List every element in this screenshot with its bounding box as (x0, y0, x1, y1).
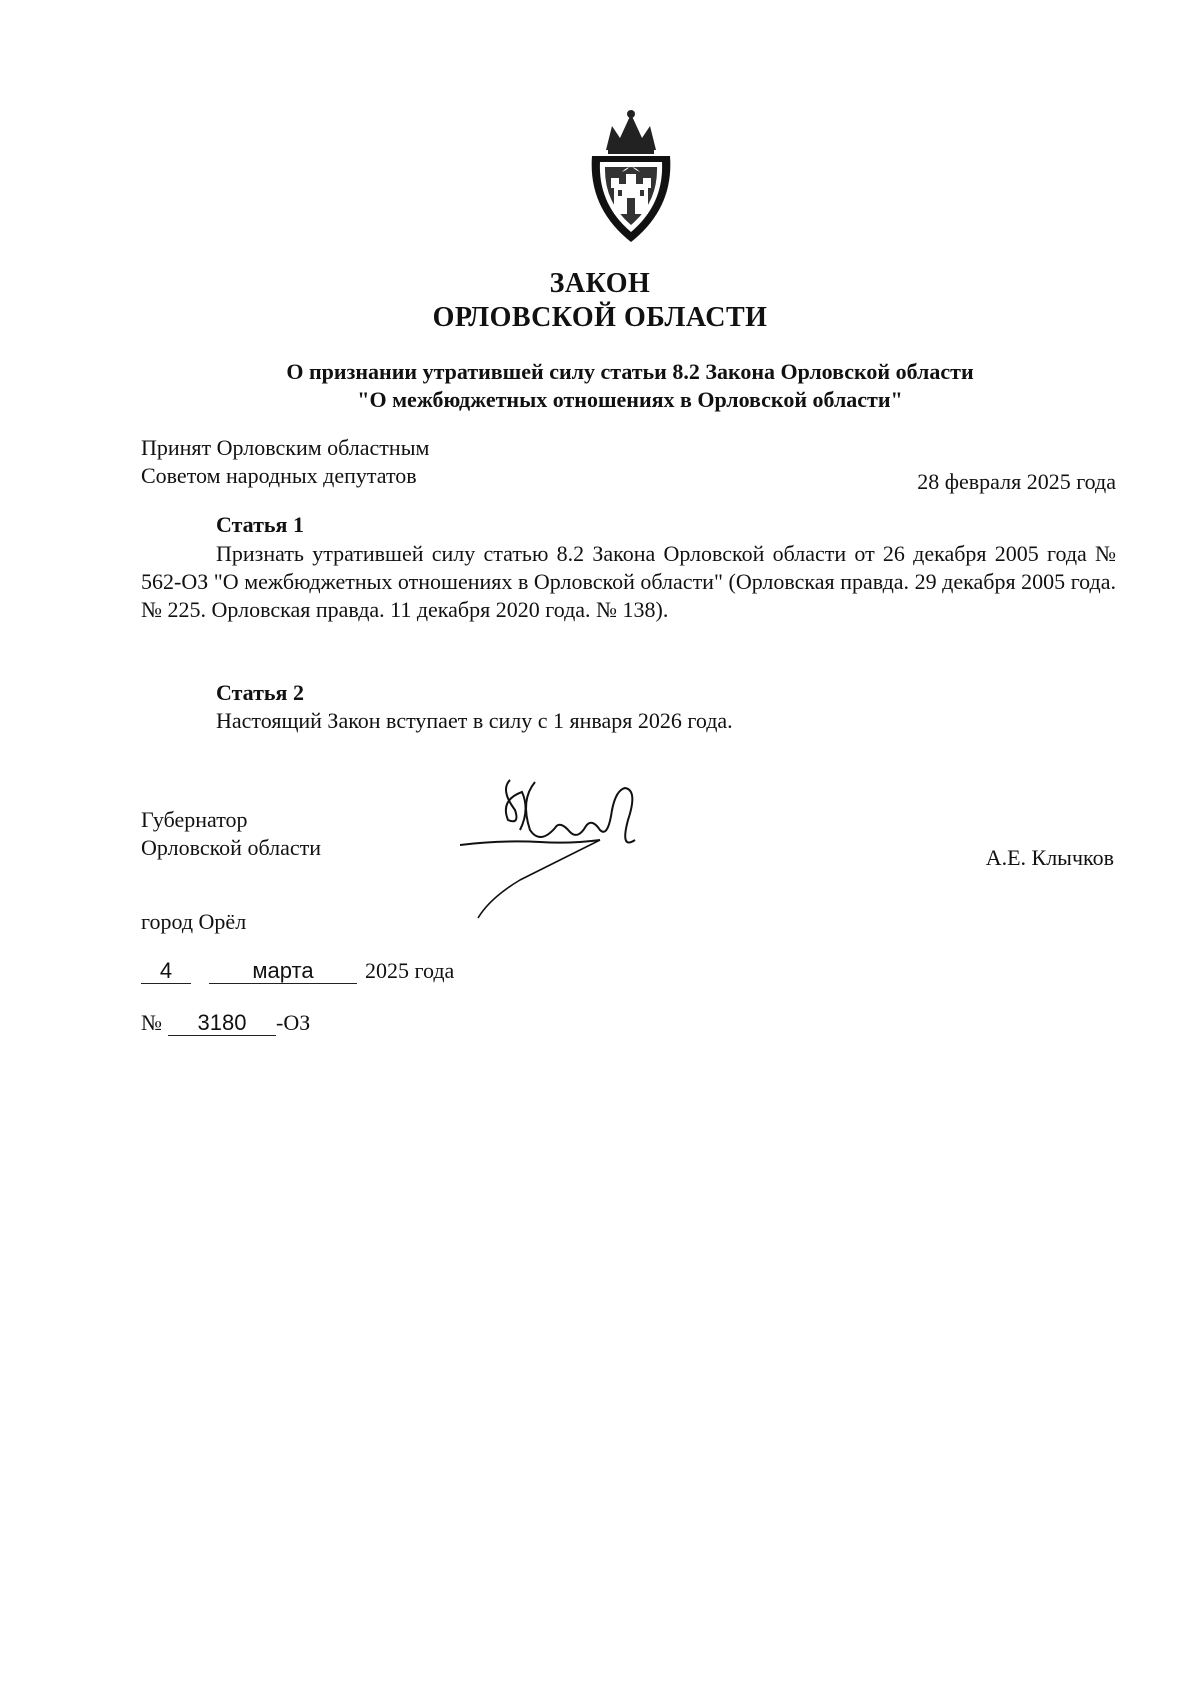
law-subtitle-line2: "О межбюджетных отношениях в Орловской области" (357, 387, 903, 412)
signed-year: 2025 года (365, 958, 455, 983)
governor-name: А.Е. Клычков (985, 845, 1114, 870)
signing-city: город Орёл (141, 909, 247, 934)
law-subtitle-line1: О признании утратившей силу статьи 8.2 Закона Орловской области (286, 359, 974, 384)
signed-month: марта (209, 959, 357, 984)
governor-title-line2: Орловской области (141, 835, 321, 860)
article2-text: Настоящий Закон вступает в силу с 1 января 2026 года. (216, 708, 733, 733)
signing-date-line (141, 958, 454, 988)
article2-title: Статья 2 (216, 680, 304, 705)
adopted-date: 28 февраля 2025 года (917, 469, 1116, 494)
law-number: 3180 (168, 1011, 276, 1036)
governor-title-line1: Губернатор (141, 807, 248, 832)
law-title-line2: ОРЛОВСКОЙ ОБЛАСТИ (432, 302, 768, 333)
adopted-by-line2: Советом народных депутатов (141, 463, 417, 488)
adopted-by-line1: Принят Орловским областным (141, 435, 430, 460)
number-prefix: № (141, 1010, 162, 1035)
law-title-line1: ЗАКОН (549, 268, 651, 299)
article1-text: Признать утратившей силу статью 8.2 Закона Орловской области от 26 декабря 2005 года № 562-ОЗ "О межбюджетных отношениях в Орловской области" (Орловская правда. 29 декабря 2005 года. № 225. Орловская правда. 11 декабря 2020 года. № 138). (141, 541, 1116, 622)
signature-icon (460, 770, 670, 920)
article1-title: Статья 1 (216, 512, 304, 537)
coat-of-arms-icon (578, 108, 684, 248)
signed-day: 4 (141, 959, 191, 984)
law-number-line (141, 1010, 310, 1036)
number-suffix: -ОЗ (276, 1010, 311, 1035)
